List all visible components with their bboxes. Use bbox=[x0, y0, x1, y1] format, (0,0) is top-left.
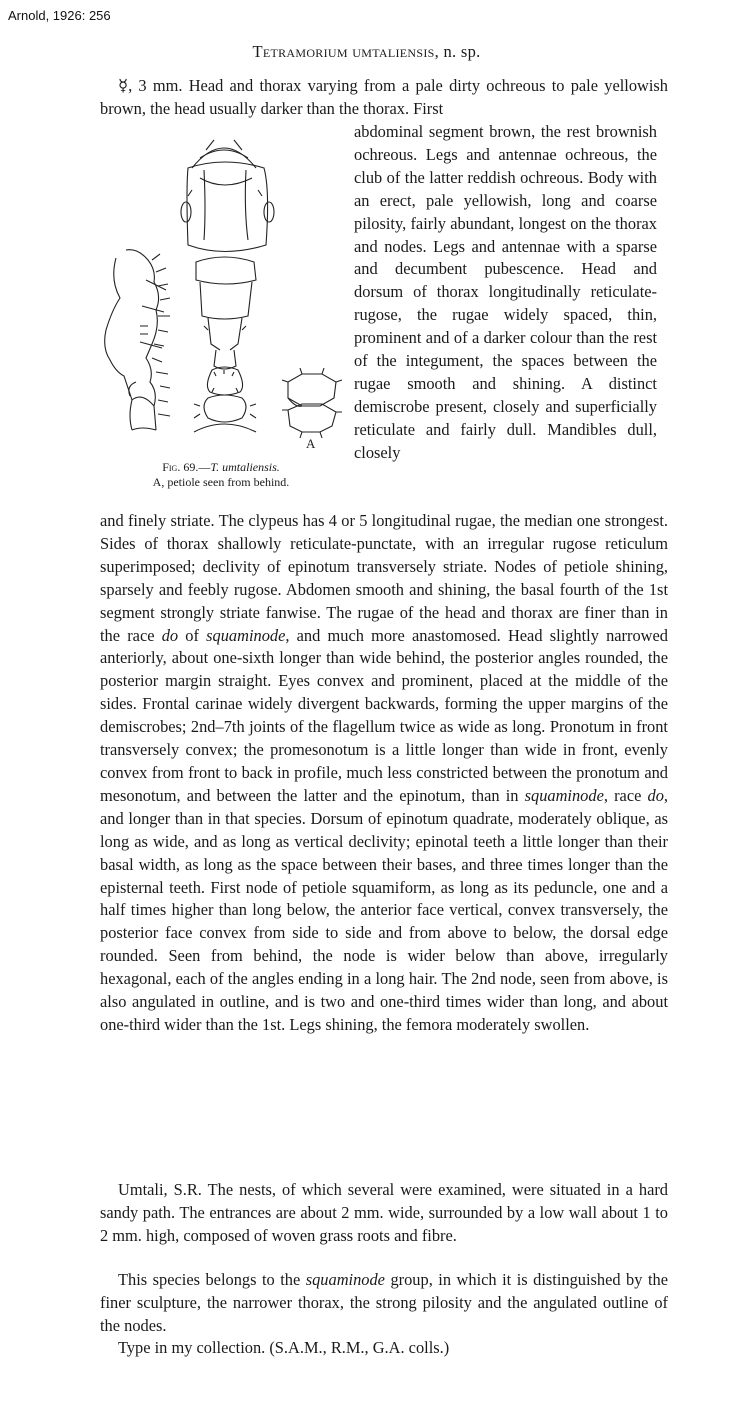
caption-line2: A, petiole seen from behind. bbox=[152, 475, 290, 489]
title-suffix: , n. sp. bbox=[434, 42, 481, 61]
petiole-rear-view-drawing bbox=[282, 368, 342, 438]
main-text-4: , race bbox=[603, 785, 648, 805]
main-text-2: of bbox=[178, 625, 207, 645]
profile-view-drawing bbox=[105, 250, 170, 430]
main-italic-1: do bbox=[161, 625, 179, 645]
main-italic-4: do bbox=[647, 785, 664, 805]
wrapped-text: abdominal segment brown, the rest brownish ochreous. Legs and antennae ochreous, the club of the latter reddish ochreous. Body with an erect, pale yellowish, long and coarse pilosity, fairly abundant, longest on the thorax and nodes. Legs and antennae with a sparse and decumbent pubescence. Head and dorsum of thorax longitudinally reticulate-rugose, the rugae widely spaced, thin, prominent and of a darker colour than the rest of the integument, the spaces between the rugae smooth and shining. A distinct demiscrobe present, closely and superficially reticulate and fairly dull. Mandibles dull, closely bbox=[354, 122, 657, 462]
caption-species: T. umtaliensis. bbox=[210, 460, 280, 474]
main-paragraph bbox=[100, 510, 668, 1037]
title-genus: Tetramorium bbox=[252, 42, 348, 61]
intro-paragraph bbox=[100, 75, 668, 121]
group-text-2: group, in which it is distinguished by the finer sculpture, the narrower thorax, the strong pilosity and the angulated outline of the nodes. bbox=[100, 1270, 668, 1335]
main-italic-3: squaminode bbox=[524, 785, 604, 805]
caption-prefix: Fig. 69.— bbox=[162, 460, 211, 474]
intro-text: , 3 mm. Head and thorax varying from a pale dirty ochreous to pale yellowish brown, the head usually darker than the thorax. First bbox=[100, 76, 668, 118]
group-text-1: This species belongs to the bbox=[118, 1270, 306, 1289]
main-text-1: and finely striate. The clypeus has 4 or 5 longitudinal rugae, the median one strongest. Sides of thorax shallowly reticulate-punctate, with an irregular rugose reticulum superimposed; declivity of epinotum transversely striate. Nodes of petiole shining, sparsely and feebly rugose. Abdomen smooth and shining, the basal fourth of the 1st segment strongly striate fanwise. The rugae of the head and thorax are finer than in the race bbox=[100, 511, 668, 645]
dorsal-view-drawing bbox=[181, 140, 274, 432]
citation: Arnold, 1926: 256 bbox=[8, 8, 111, 23]
main-text-5: , and longer than in that species. Dorsum of epinotum quadrate, moderately oblique, as long as wide, and as long as vertical declivity; epinotal teeth a little longer than their basal width, as long as the space between their bases, and three times longer than the episternal teeth. First node of petiole squamiform, as long as its peduncle, one and a half times higher than long below, the anterior face vertical, convex transversely, the posterior face convex from side to side and from above to below, the dorsal edge rounded. Seen from behind, the node is wider below than above, irregularly hexagonal, each of the angles ending in a long hair. The 2nd node, seen from above, is also angulated in outline, and is two and one-third times wider than long, and about one-third wider than the 1st. Legs shining, the femora moderately swollen. bbox=[100, 785, 669, 1034]
main-italic-2: squaminode bbox=[206, 625, 286, 645]
worker-symbol: ☿ bbox=[118, 76, 129, 95]
group-paragraph bbox=[100, 1269, 668, 1338]
type-paragraph: Type in my collection. (S.A.M., R.M., G.A. colls.) bbox=[118, 1338, 450, 1357]
group-italic: squaminode bbox=[305, 1270, 385, 1289]
page-title bbox=[0, 42, 733, 62]
ant-figure bbox=[96, 130, 346, 470]
figure-caption bbox=[96, 460, 346, 490]
main-text-3: , and much more anastomosed. Head slightly narrowed anteriorly, about one-sixth longer than wide behind, the posterior angles rounded, the posterior margin straight. Eyes convex and prominent, placed at the middle of the sides. Frontal carinae widely divergent backwards, forming the upper margins of the demiscrobes; 2nd–7th joints of the flagellum twice as wide as long. Pronotum in front transversely convex; the promesonotum is a little longer than wide in front, evenly convex from front to back in profile, much less constricted between the pronotum and mesonotum, and between the latter and the epinotum, than in bbox=[100, 625, 668, 805]
figure-label-a: A bbox=[306, 436, 316, 451]
title-species: umtaliensis bbox=[352, 42, 435, 61]
locality-paragraph: Umtali, S.R. The nests, of which several were examined, were situated in a hard sandy path. The entrances are about 2 mm. wide, surrounded by a low wall about 1 to 2 mm. high, composed of woven grass roots and fibre. bbox=[100, 1180, 668, 1245]
